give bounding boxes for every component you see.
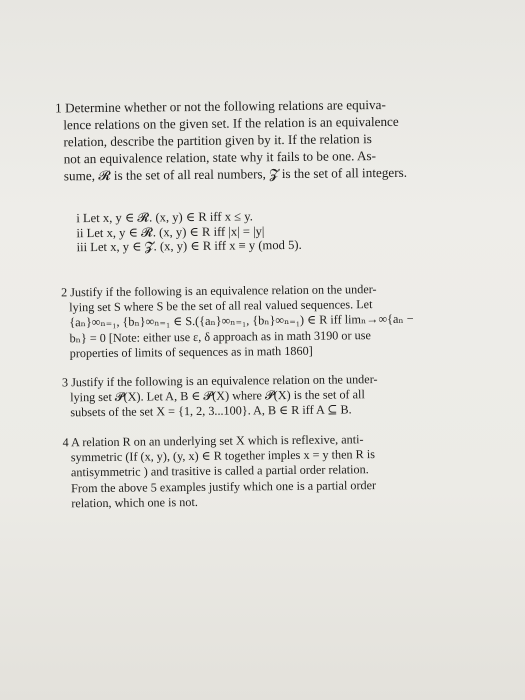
problem-2-line-5: properties of limits of sequences as in math 1860] [69,343,313,361]
problem-3 [61,371,470,421]
problem-2 [60,281,470,361]
problem-3-line-2: lying set 𝓟(X). Let A, B ∈ 𝓟(X) where 𝓟(X) is the set of all [70,387,365,405]
problem-4-line-4: From the above 5 examples justify which one is a partial order [71,477,377,495]
problem-1-item-ii: ii Let x, y ∈ 𝓡. (x, y) ∈ R iff |x| = |y| [76,223,265,240]
problem-3-line-1: 3 Justify if the following is an equivalence relation on the under- [61,372,378,390]
problem-1-line-3: relation, describe the partition given by it. If the relation is [63,131,372,150]
problem-2-line-2: lying set S where S be the set of all real valued sequences. Let [69,297,373,315]
problem-1-items [76,208,396,255]
problem-4-line-3: antisymmetric ) and trasitive is called a partial order relation. [70,462,369,480]
problem-3-line-3: subsets of the set X = {1, 2, 3...100}. A, B ∈ R iff A ⊆ B. [70,402,352,420]
problem-1-line-4: not an equivalence relation, state why it fails to be one. As- [63,148,377,167]
problem-1-line-2: lence relations on the given set. If the relation is an equivalence [63,113,399,133]
problem-4-line-5: relation, which one is not. [71,494,198,511]
problem-4 [62,431,472,511]
problem-1-line-1: 1 Determine whether or not the following relations are equiva- [55,96,386,116]
problem-1-item-iii: iii Let x, y ∈ 𝓩. (x, y) ∈ R iff x ≡ y (mod 5). [76,238,302,255]
problem-2-line-4: bₙ} = 0 [Note: either use ε, δ approach as in math 3190 or use [69,327,371,345]
problem-2-line-1: 2 Justify if the following is an equivalence relation on the under- [60,282,377,300]
problem-1 [55,95,464,185]
problem-4-line-1: 4 A relation R on an underlying set X which is reflexive, anti- [62,432,364,450]
problem-2-line-3: {aₙ}∞ₙ₌₁, {bₙ}∞ₙ₌₁ ∈ S.({aₙ}∞ₙ₌₁, {bₙ}∞ₙ₌₁) ∈ R iff limₙ→∞{aₙ − [69,312,414,330]
problem-1-item-i: i Let x, y ∈ 𝓡. (x, y) ∈ R iff x ≤ y. [76,209,253,226]
problem-4-line-2: symmetric (If (x, y), (y, x) ∈ R together imples x = y then R is [70,447,376,465]
problem-1-line-5: sume, 𝓡 is the set of all real numbers, 𝓩 is the set of all integers. [63,165,408,184]
